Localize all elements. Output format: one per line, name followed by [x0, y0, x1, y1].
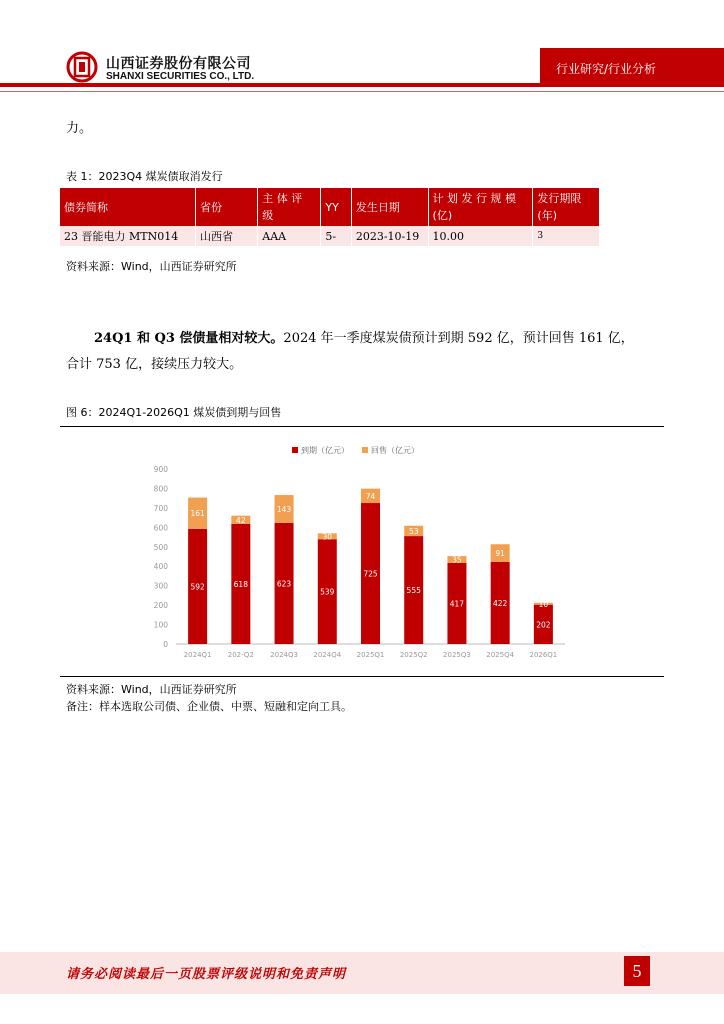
- y-tick-label: 0: [163, 640, 168, 649]
- bar-data-label: 42: [236, 515, 246, 525]
- y-tick-label: 500: [153, 542, 168, 552]
- table-cell: 山西省: [196, 226, 258, 246]
- section-tab: [540, 48, 724, 87]
- x-tick-label: 2025Q3: [443, 651, 471, 659]
- bar-data-label: 74: [365, 491, 376, 501]
- bar-data-label: 623: [276, 579, 292, 589]
- fig-bottom-rule: [60, 676, 664, 677]
- header-divider: [0, 91, 724, 92]
- x-tick-label: 2025Q2: [399, 651, 428, 659]
- bar-data-label: 725: [363, 569, 378, 579]
- fig-top-rule: [60, 426, 664, 427]
- table-cell: 3: [533, 226, 600, 246]
- y-tick-label: 400: [153, 562, 168, 572]
- table1-caption: 表 1：2023Q4 煤炭债取消发行: [66, 170, 223, 183]
- col-header: 主 体 评 级: [258, 188, 321, 226]
- y-tick-label: 700: [153, 503, 168, 513]
- table-header-row: [60, 188, 600, 226]
- table-cell: 2023-10-19: [351, 226, 428, 246]
- fig6-source: 资料来源：Wind，山西证券研究所: [66, 683, 237, 696]
- paragraph-lead: 24Q1 和 Q3 偿债量相对较大。: [94, 331, 284, 346]
- page-header: [0, 0, 724, 100]
- x-tick-label: 2024Q4: [313, 651, 342, 659]
- fig6-chart: [140, 440, 570, 665]
- table-cell: 10.00: [428, 226, 533, 246]
- paragraph-text: 2024 年一季度煤炭债预计到期 592 亿，预计回售 161 亿，: [283, 331, 634, 346]
- table1-source: 资料来源：Wind，山西证券研究所: [66, 260, 237, 273]
- bar-data-label: 539: [320, 587, 335, 597]
- table-cell: 23 晋能电力 MTN014: [60, 226, 196, 246]
- bar-data-label: 618: [233, 579, 248, 589]
- section-label: 行业研究/行业分析: [556, 62, 657, 76]
- y-tick-label: 800: [153, 484, 168, 494]
- x-tick-label: 2024Q1: [183, 651, 212, 659]
- y-tick-label: 600: [153, 523, 168, 533]
- bar-data-label: 10: [538, 599, 549, 609]
- bar-data-label: 143: [276, 504, 292, 514]
- col-header: 省份: [196, 188, 258, 226]
- legend-label: 到期（亿元）: [301, 446, 349, 455]
- table-cell: 5-: [321, 226, 351, 246]
- bar-data-label: 555: [406, 586, 421, 596]
- col-header: 债券简称: [60, 188, 196, 226]
- bar-data-label: 35: [452, 555, 462, 565]
- col-header: YY: [321, 188, 351, 226]
- col-header: 发行期限 (年): [533, 188, 600, 226]
- company-name-en: SHANXI SECURITIES CO., LTD.: [106, 71, 255, 82]
- legend-label: 回售（亿元）: [371, 446, 419, 455]
- y-tick-label: 100: [153, 620, 168, 630]
- x-tick-label: 2025Q1: [356, 651, 385, 659]
- bar-data-label: 417: [449, 599, 465, 609]
- body-text-line: 力。: [66, 121, 93, 136]
- fig6-note: 备注：样本选取公司债、企业债、中票、短融和定向工具。: [66, 700, 352, 713]
- bar-data-label: 53: [408, 526, 419, 536]
- col-header: 计 划 发 行 规 模 (亿): [428, 188, 533, 226]
- x-tick-label: 202-Q2: [227, 651, 254, 659]
- bar-data-label: 592: [190, 582, 205, 592]
- bar-data-label: 202: [536, 620, 551, 630]
- table-row: [60, 226, 600, 246]
- bar-data-label: 30: [322, 532, 333, 542]
- y-tick-label: 900: [153, 465, 168, 474]
- body-paragraph-line2: 合计 753 亿，接续压力较大。: [66, 357, 243, 372]
- footer-disclaimer: 请务必阅读最后一页股票评级说明和免责声明: [66, 967, 347, 982]
- y-tick-label: 200: [153, 601, 168, 611]
- page-number: 5: [624, 956, 650, 986]
- bar-data-label: 91: [495, 549, 505, 559]
- col-header: 发生日期: [351, 188, 428, 226]
- bar-data-label: 161: [190, 509, 205, 519]
- x-tick-label: 2024Q3: [270, 651, 298, 659]
- company-name-cn: 山西证券股份有限公司: [106, 56, 251, 72]
- table-cell: AAA: [258, 226, 321, 246]
- body-paragraph: [66, 326, 666, 352]
- legend-swatch: [292, 447, 298, 453]
- y-tick-label: 300: [153, 581, 168, 591]
- table1: [60, 188, 600, 246]
- bar-data-label: 422: [493, 598, 508, 608]
- legend-swatch: [362, 447, 368, 453]
- x-tick-label: 2025Q4: [486, 651, 515, 659]
- x-tick-label: 2026Q1: [529, 651, 558, 659]
- fig6-caption: 图 6：2024Q1-2026Q1 煤炭债到期与回售: [66, 406, 282, 419]
- company-logo-icon: [66, 51, 98, 83]
